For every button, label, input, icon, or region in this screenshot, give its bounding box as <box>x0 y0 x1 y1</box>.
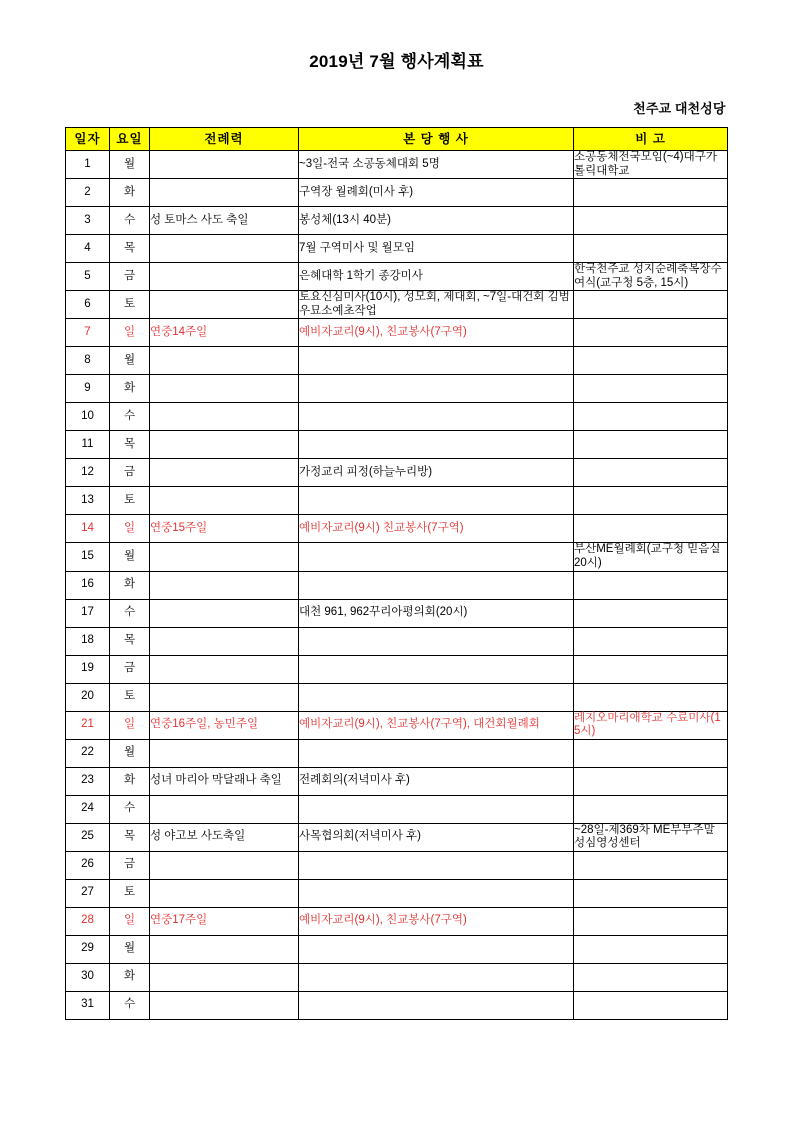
cell-date: 23 <box>66 767 110 795</box>
column-header-note: 비 고 <box>574 128 728 151</box>
cell-note <box>574 207 728 235</box>
cell-note <box>574 879 728 907</box>
cell-dayofweek: 일 <box>110 319 150 347</box>
cell-date: 5 <box>66 263 110 291</box>
cell-liturgical <box>150 627 299 655</box>
cell-note <box>574 599 728 627</box>
cell-dayofweek: 일 <box>110 711 150 739</box>
cell-liturgical <box>150 851 299 879</box>
cell-note <box>574 431 728 459</box>
cell-note <box>574 683 728 711</box>
cell-date: 17 <box>66 599 110 627</box>
cell-date: 24 <box>66 795 110 823</box>
cell-dayofweek: 목 <box>110 431 150 459</box>
cell-liturgical <box>150 487 299 515</box>
table-row <box>66 207 728 235</box>
cell-date: 22 <box>66 739 110 767</box>
cell-dayofweek: 일 <box>110 907 150 935</box>
cell-event <box>299 487 574 515</box>
table-row <box>66 459 728 487</box>
cell-event <box>299 431 574 459</box>
cell-dayofweek: 화 <box>110 375 150 403</box>
cell-note: ~28일-제369차 ME부부주말 성심영성센터 <box>574 823 728 851</box>
table-row <box>66 599 728 627</box>
cell-event <box>299 963 574 991</box>
cell-note <box>574 963 728 991</box>
cell-event <box>299 403 574 431</box>
cell-note <box>574 739 728 767</box>
cell-event: 사목협의회(저녁미사 후) <box>299 823 574 851</box>
cell-date: 15 <box>66 543 110 571</box>
cell-date: 14 <box>66 515 110 543</box>
cell-date: 20 <box>66 683 110 711</box>
cell-dayofweek: 월 <box>110 739 150 767</box>
table-row <box>66 319 728 347</box>
cell-dayofweek: 월 <box>110 347 150 375</box>
cell-event <box>299 879 574 907</box>
cell-note <box>574 655 728 683</box>
table-header-row <box>66 128 728 151</box>
cell-liturgical: 연중16주일, 농민주일 <box>150 711 299 739</box>
cell-event <box>299 375 574 403</box>
cell-note <box>574 991 728 1019</box>
cell-note: 소공동체전국모임(~4)대구가톨릭대학교 <box>574 151 728 179</box>
cell-dayofweek: 월 <box>110 543 150 571</box>
table-row <box>66 515 728 543</box>
cell-event: 토요신심미사(10시), 성모회, 제대회, ~7일-대건회 김범우묘소예초작업 <box>299 291 574 319</box>
table-row <box>66 795 728 823</box>
cell-event: ~3일-전국 소공동체대회 5명 <box>299 151 574 179</box>
column-header-liturgical: 전례력 <box>150 128 299 151</box>
column-header-date: 일자 <box>66 128 110 151</box>
cell-liturgical <box>150 683 299 711</box>
cell-event: 대천 961, 962꾸리아평의회(20시) <box>299 599 574 627</box>
cell-note: 부산ME월례회(교구청 믿음실 20시) <box>574 543 728 571</box>
cell-dayofweek: 화 <box>110 963 150 991</box>
cell-liturgical <box>150 151 299 179</box>
cell-event <box>299 851 574 879</box>
cell-liturgical <box>150 347 299 375</box>
cell-dayofweek: 금 <box>110 263 150 291</box>
cell-note: 레지오마리애학교 수료미사(15시) <box>574 711 728 739</box>
table-row <box>66 403 728 431</box>
cell-dayofweek: 수 <box>110 795 150 823</box>
cell-liturgical: 연중17주일 <box>150 907 299 935</box>
cell-liturgical <box>150 375 299 403</box>
table-row <box>66 767 728 795</box>
cell-note <box>574 515 728 543</box>
cell-dayofweek: 금 <box>110 851 150 879</box>
table-row <box>66 739 728 767</box>
cell-dayofweek: 수 <box>110 991 150 1019</box>
cell-note <box>574 179 728 207</box>
cell-dayofweek: 일 <box>110 515 150 543</box>
cell-date: 2 <box>66 179 110 207</box>
cell-date: 25 <box>66 823 110 851</box>
cell-event: 가정교리 피정(하늘누리방) <box>299 459 574 487</box>
table-row <box>66 235 728 263</box>
cell-liturgical <box>150 655 299 683</box>
cell-event: 예비자교리(9시), 친교봉사(7구역) <box>299 319 574 347</box>
table-body <box>66 151 728 1020</box>
cell-event: 7월 구역미사 및 월모임 <box>299 235 574 263</box>
cell-date: 31 <box>66 991 110 1019</box>
cell-dayofweek: 수 <box>110 599 150 627</box>
cell-note <box>574 851 728 879</box>
cell-dayofweek: 화 <box>110 179 150 207</box>
table-row <box>66 347 728 375</box>
cell-liturgical <box>150 291 299 319</box>
cell-date: 7 <box>66 319 110 347</box>
cell-liturgical <box>150 459 299 487</box>
page-title: 2019년 7월 행사계획표 <box>309 52 484 71</box>
cell-date: 21 <box>66 711 110 739</box>
cell-date: 12 <box>66 459 110 487</box>
cell-note <box>574 935 728 963</box>
cell-dayofweek: 월 <box>110 151 150 179</box>
cell-dayofweek: 토 <box>110 683 150 711</box>
cell-note <box>574 403 728 431</box>
cell-liturgical <box>150 935 299 963</box>
cell-liturgical: 성 토마스 사도 축일 <box>150 207 299 235</box>
cell-event <box>299 739 574 767</box>
table-row <box>66 431 728 459</box>
cell-dayofweek: 토 <box>110 291 150 319</box>
table-row <box>66 907 728 935</box>
cell-date: 6 <box>66 291 110 319</box>
cell-event <box>299 543 574 571</box>
cell-note <box>574 907 728 935</box>
cell-dayofweek: 화 <box>110 571 150 599</box>
cell-event: 전례회의(저녁미사 후) <box>299 767 574 795</box>
cell-date: 28 <box>66 907 110 935</box>
cell-date: 18 <box>66 627 110 655</box>
cell-date: 30 <box>66 963 110 991</box>
cell-event <box>299 795 574 823</box>
cell-date: 29 <box>66 935 110 963</box>
cell-dayofweek: 금 <box>110 655 150 683</box>
cell-event: 예비자교리(9시) 친교봉사(7구역) <box>299 515 574 543</box>
cell-date: 19 <box>66 655 110 683</box>
table-row <box>66 823 728 851</box>
parish-name-row <box>66 98 728 118</box>
cell-date: 16 <box>66 571 110 599</box>
cell-liturgical: 성 야고보 사도축일 <box>150 823 299 851</box>
cell-event: 구역장 월례회(미사 후) <box>299 179 574 207</box>
cell-event <box>299 991 574 1019</box>
cell-date: 9 <box>66 375 110 403</box>
cell-note <box>574 571 728 599</box>
cell-note <box>574 767 728 795</box>
table-row <box>66 291 728 319</box>
cell-event <box>299 935 574 963</box>
cell-note <box>574 347 728 375</box>
cell-liturgical <box>150 179 299 207</box>
cell-date: 11 <box>66 431 110 459</box>
cell-liturgical <box>150 991 299 1019</box>
cell-liturgical <box>150 795 299 823</box>
cell-dayofweek: 목 <box>110 627 150 655</box>
cell-event: 봉성체(13시 40분) <box>299 207 574 235</box>
cell-event <box>299 627 574 655</box>
column-header-dayofweek: 요일 <box>110 128 150 151</box>
table-row <box>66 571 728 599</box>
table-row <box>66 263 728 291</box>
cell-note <box>574 795 728 823</box>
cell-liturgical <box>150 403 299 431</box>
cell-event: 예비자교리(9시), 친교봉사(7구역) <box>299 907 574 935</box>
cell-dayofweek: 토 <box>110 487 150 515</box>
cell-note <box>574 487 728 515</box>
table-row <box>66 991 728 1019</box>
cell-dayofweek: 목 <box>110 823 150 851</box>
table-row <box>66 879 728 907</box>
table-row <box>66 375 728 403</box>
cell-date: 27 <box>66 879 110 907</box>
cell-liturgical: 연중14주일 <box>150 319 299 347</box>
event-schedule-table <box>65 127 728 1020</box>
cell-note <box>574 375 728 403</box>
cell-note: 한국천주교 성지순례축복장수여식(교구청 5층, 15시) <box>574 263 728 291</box>
cell-event: 예비자교리(9시), 친교봉사(7구역), 대건회월례회 <box>299 711 574 739</box>
cell-liturgical <box>150 543 299 571</box>
table-row <box>66 627 728 655</box>
cell-dayofweek: 월 <box>110 935 150 963</box>
table-row <box>66 711 728 739</box>
cell-event <box>299 571 574 599</box>
cell-note <box>574 319 728 347</box>
cell-event <box>299 347 574 375</box>
cell-date: 3 <box>66 207 110 235</box>
cell-date: 13 <box>66 487 110 515</box>
cell-liturgical <box>150 963 299 991</box>
cell-liturgical: 성녀 마리아 막달래나 축일 <box>150 767 299 795</box>
cell-dayofweek: 금 <box>110 459 150 487</box>
cell-dayofweek: 토 <box>110 879 150 907</box>
cell-date: 4 <box>66 235 110 263</box>
cell-event: 은혜대학 1학기 종강미사 <box>299 263 574 291</box>
cell-date: 1 <box>66 151 110 179</box>
cell-date: 10 <box>66 403 110 431</box>
cell-dayofweek: 목 <box>110 235 150 263</box>
table-row <box>66 543 728 571</box>
column-header-event: 본 당 행 사 <box>299 128 574 151</box>
cell-date: 8 <box>66 347 110 375</box>
cell-event <box>299 655 574 683</box>
cell-dayofweek: 화 <box>110 767 150 795</box>
cell-note <box>574 627 728 655</box>
table-row <box>66 151 728 179</box>
cell-liturgical <box>150 879 299 907</box>
cell-liturgical <box>150 235 299 263</box>
cell-note <box>574 291 728 319</box>
table-row <box>66 851 728 879</box>
table-row <box>66 935 728 963</box>
table-row <box>66 963 728 991</box>
cell-date: 26 <box>66 851 110 879</box>
cell-event <box>299 683 574 711</box>
cell-dayofweek: 수 <box>110 207 150 235</box>
cell-liturgical <box>150 571 299 599</box>
cell-note <box>574 459 728 487</box>
cell-liturgical <box>150 263 299 291</box>
cell-liturgical: 연중15주일 <box>150 515 299 543</box>
cell-liturgical <box>150 431 299 459</box>
table-row <box>66 655 728 683</box>
table-row <box>66 683 728 711</box>
table-row <box>66 487 728 515</box>
cell-liturgical <box>150 739 299 767</box>
cell-dayofweek: 수 <box>110 403 150 431</box>
parish-name: 천주교 대천성당 <box>633 101 726 116</box>
cell-liturgical <box>150 599 299 627</box>
table-row <box>66 179 728 207</box>
cell-note <box>574 235 728 263</box>
